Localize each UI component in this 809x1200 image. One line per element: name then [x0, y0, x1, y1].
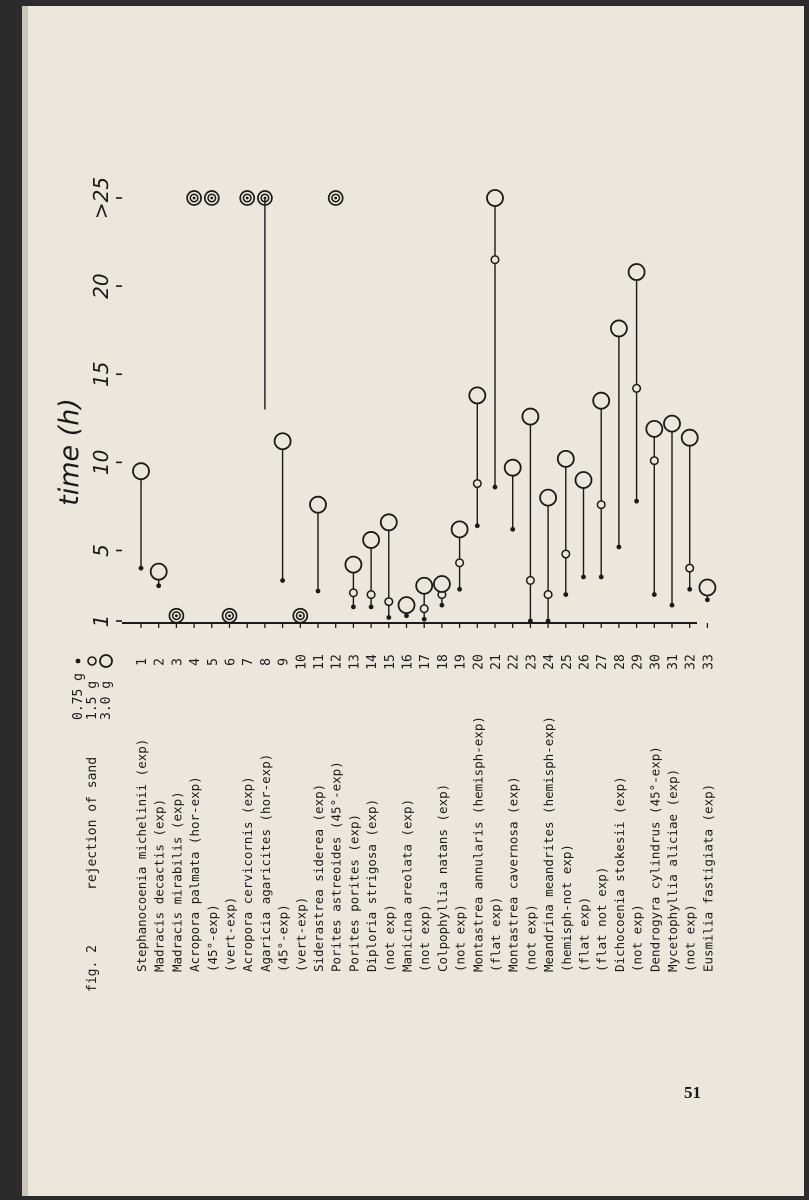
category-number: 26 [577, 654, 593, 670]
category-label: Stephanocoenia michelinii (exp) [134, 738, 149, 972]
target-marker-dot [193, 197, 196, 200]
target-marker-dot [299, 614, 302, 617]
target-marker-dot [210, 197, 213, 200]
marker-medium-1.5g [420, 605, 428, 613]
marker-small-0.75g [563, 592, 568, 597]
category-label: Mycetophyllia aliciae (exp) [665, 768, 680, 972]
category-label: (hemisph-not exp) [558, 844, 574, 972]
category-number: 28 [612, 654, 628, 670]
category-number: 9 [276, 658, 292, 666]
category-number: 22 [506, 654, 522, 670]
marker-large-3.0g [682, 430, 698, 446]
category-number: 12 [329, 654, 345, 670]
marker-large-3.0g [487, 190, 503, 206]
target-marker-dot [334, 197, 337, 200]
category-number: 8 [258, 658, 274, 666]
marker-large-3.0g [133, 463, 149, 479]
y-tick-label: 1 [89, 614, 113, 628]
marker-large-3.0g [434, 576, 450, 592]
category-number: 11 [312, 654, 327, 670]
marker-large-3.0g [381, 514, 397, 530]
category-label: (not exp) [682, 904, 698, 972]
category-number: 30 [648, 654, 664, 670]
category-label: (not exp) [417, 904, 433, 972]
marker-large-3.0g [558, 451, 574, 467]
category-label: (not exp) [629, 904, 645, 972]
category-label: Acropora cervicornis (exp) [240, 776, 256, 972]
category-label: (flat not exp) [594, 866, 610, 972]
marker-large-3.0g [505, 460, 521, 476]
marker-small-0.75g [493, 485, 498, 490]
marker-small-0.75g [351, 605, 356, 610]
marker-medium-1.5g [350, 589, 358, 597]
category-label: Acropora palmata (hor-exp) [187, 776, 203, 972]
category-number: 3 [170, 658, 186, 666]
legend-label-large: 3.0 g [99, 680, 114, 720]
category-label: Meandrina meandrites (hemisph-exp) [541, 716, 557, 972]
category-label: Siderastrea siderea (exp) [311, 783, 326, 972]
category-number: 10 [294, 654, 310, 670]
category-label: (vert-exp) [222, 896, 238, 972]
category-number: 13 [347, 654, 363, 670]
category-label: (45°-exp) [204, 904, 220, 972]
category-number: 16 [400, 654, 416, 670]
marker-medium-1.5g [527, 577, 535, 585]
marker-large-3.0g [416, 578, 432, 594]
marker-small-0.75g [599, 575, 604, 580]
marker-large-3.0g [522, 409, 538, 425]
category-label: (45°-exp) [275, 904, 291, 972]
marker-small-0.75g [475, 523, 480, 528]
marker-medium-1.5g [597, 501, 605, 509]
marker-small-0.75g [457, 587, 462, 592]
category-number: 4 [188, 658, 204, 666]
marker-large-3.0g [452, 521, 468, 537]
category-label: Dichocoenia stokesii (exp) [611, 776, 627, 972]
marker-medium-1.5g [491, 256, 499, 264]
category-number: 23 [524, 654, 540, 670]
category-number: 18 [435, 654, 451, 670]
category-label: Porites porites (exp) [346, 813, 362, 972]
category-number: 2 [152, 658, 168, 666]
marker-large-3.0g [576, 472, 592, 488]
marker-large-3.0g [469, 387, 485, 403]
marker-medium-1.5g [385, 598, 393, 606]
marker-small-0.75g [670, 603, 675, 608]
marker-large-3.0g [310, 497, 326, 513]
marker-small-0.75g [510, 527, 515, 532]
marker-small-0.75g [386, 615, 391, 620]
category-label: Diploria strigosa (exp) [364, 798, 380, 972]
category-number: 29 [630, 654, 646, 670]
category-label: Dendrogyra cylindrus (45°-exp) [647, 746, 663, 972]
category-number: 27 [595, 654, 611, 670]
legend-marker-small [76, 659, 81, 664]
marker-medium-1.5g [367, 591, 375, 599]
category-label: (not exp) [523, 904, 539, 972]
category-label: Madracis decactis (exp) [151, 798, 167, 972]
marker-large-3.0g [151, 564, 167, 580]
marker-small-0.75g [422, 617, 427, 622]
category-number: 20 [471, 654, 487, 670]
category-number: 19 [453, 654, 469, 670]
marker-small-0.75g [705, 597, 710, 602]
category-number: 6 [223, 658, 239, 666]
category-label: Colpophyllia natans (exp) [434, 783, 450, 972]
category-number: 24 [542, 654, 558, 670]
category-label: (flat exp) [488, 896, 503, 972]
category-number: 5 [205, 658, 221, 666]
marker-medium-1.5g [544, 591, 552, 599]
paper-left-shadow [22, 6, 28, 1196]
y-tick-label: >25 [89, 176, 113, 220]
category-number: 32 [683, 654, 699, 670]
marker-medium-1.5g [686, 564, 694, 572]
legend-label-medium: 1.5 g [85, 680, 100, 720]
category-label: Porites astreoides (45°-exp) [328, 761, 344, 972]
marker-large-3.0g [540, 490, 556, 506]
marker-small-0.75g [581, 575, 586, 580]
y-tick-label: 15 [89, 361, 113, 387]
marker-large-3.0g [345, 557, 361, 573]
category-label: Montastrea annularis (hemisph-exp) [470, 716, 486, 972]
marker-small-0.75g [440, 603, 445, 608]
category-number: 17 [418, 654, 434, 670]
category-label: (not exp) [381, 904, 397, 972]
marker-small-0.75g [369, 605, 374, 610]
category-number: 7 [241, 658, 257, 666]
marker-large-3.0g [275, 433, 291, 449]
marker-large-3.0g [646, 421, 662, 437]
marker-small-0.75g [634, 499, 639, 504]
marker-small-0.75g [652, 592, 657, 597]
marker-medium-1.5g [474, 480, 482, 488]
category-number: 14 [365, 654, 381, 670]
legend-label-small: 0.75 g [71, 673, 86, 720]
target-marker-dot [228, 614, 231, 617]
marker-small-0.75g [156, 583, 161, 588]
target-marker-dot [264, 197, 267, 200]
category-label: Manicina areolata (exp) [399, 798, 415, 972]
y-tick-label: 10 [89, 449, 113, 476]
target-marker-dot [175, 614, 178, 617]
category-number: 15 [382, 654, 398, 670]
marker-medium-1.5g [651, 457, 659, 465]
marker-large-3.0g [611, 320, 627, 336]
marker-small-0.75g [687, 587, 692, 592]
y-axis-title: time (h) [54, 398, 85, 506]
target-marker-dot [246, 197, 249, 200]
category-number: 21 [489, 654, 504, 670]
category-number: 1 [135, 658, 150, 666]
category-number: 33 [701, 654, 717, 670]
y-tick-label: 5 [89, 544, 113, 557]
marker-small-0.75g [280, 578, 285, 583]
marker-large-3.0g [399, 597, 415, 613]
marker-small-0.75g [316, 589, 321, 594]
marker-medium-1.5g [456, 559, 464, 567]
marker-large-3.0g [363, 532, 379, 548]
marker-large-3.0g [593, 393, 609, 409]
figure-label: fig. 2 [85, 945, 100, 992]
y-tick-label: 20 [89, 273, 113, 299]
marker-medium-1.5g [633, 385, 641, 393]
marker-large-3.0g [664, 416, 680, 432]
category-number: 31 [666, 654, 681, 670]
category-label: Madracis mirabilis (exp) [169, 791, 185, 972]
legend-title: rejection of sand [85, 756, 100, 890]
marker-medium-1.5g [562, 550, 570, 558]
marker-large-3.0g [629, 264, 645, 280]
category-label: (vert-exp) [293, 896, 309, 972]
marker-small-0.75g [617, 545, 622, 550]
page-number: 51 [684, 1083, 701, 1102]
category-label: (flat exp) [576, 896, 592, 972]
marker-large-3.0g [699, 580, 715, 596]
category-label: Agaricia agaricites (hor-exp) [257, 753, 273, 972]
category-label: (not exp) [452, 904, 468, 972]
category-label: Montastrea cavernosa (exp) [505, 776, 521, 972]
category-label: Eusmilia fastigiata (exp) [700, 783, 716, 972]
marker-small-0.75g [139, 566, 144, 571]
category-number: 25 [559, 654, 575, 670]
